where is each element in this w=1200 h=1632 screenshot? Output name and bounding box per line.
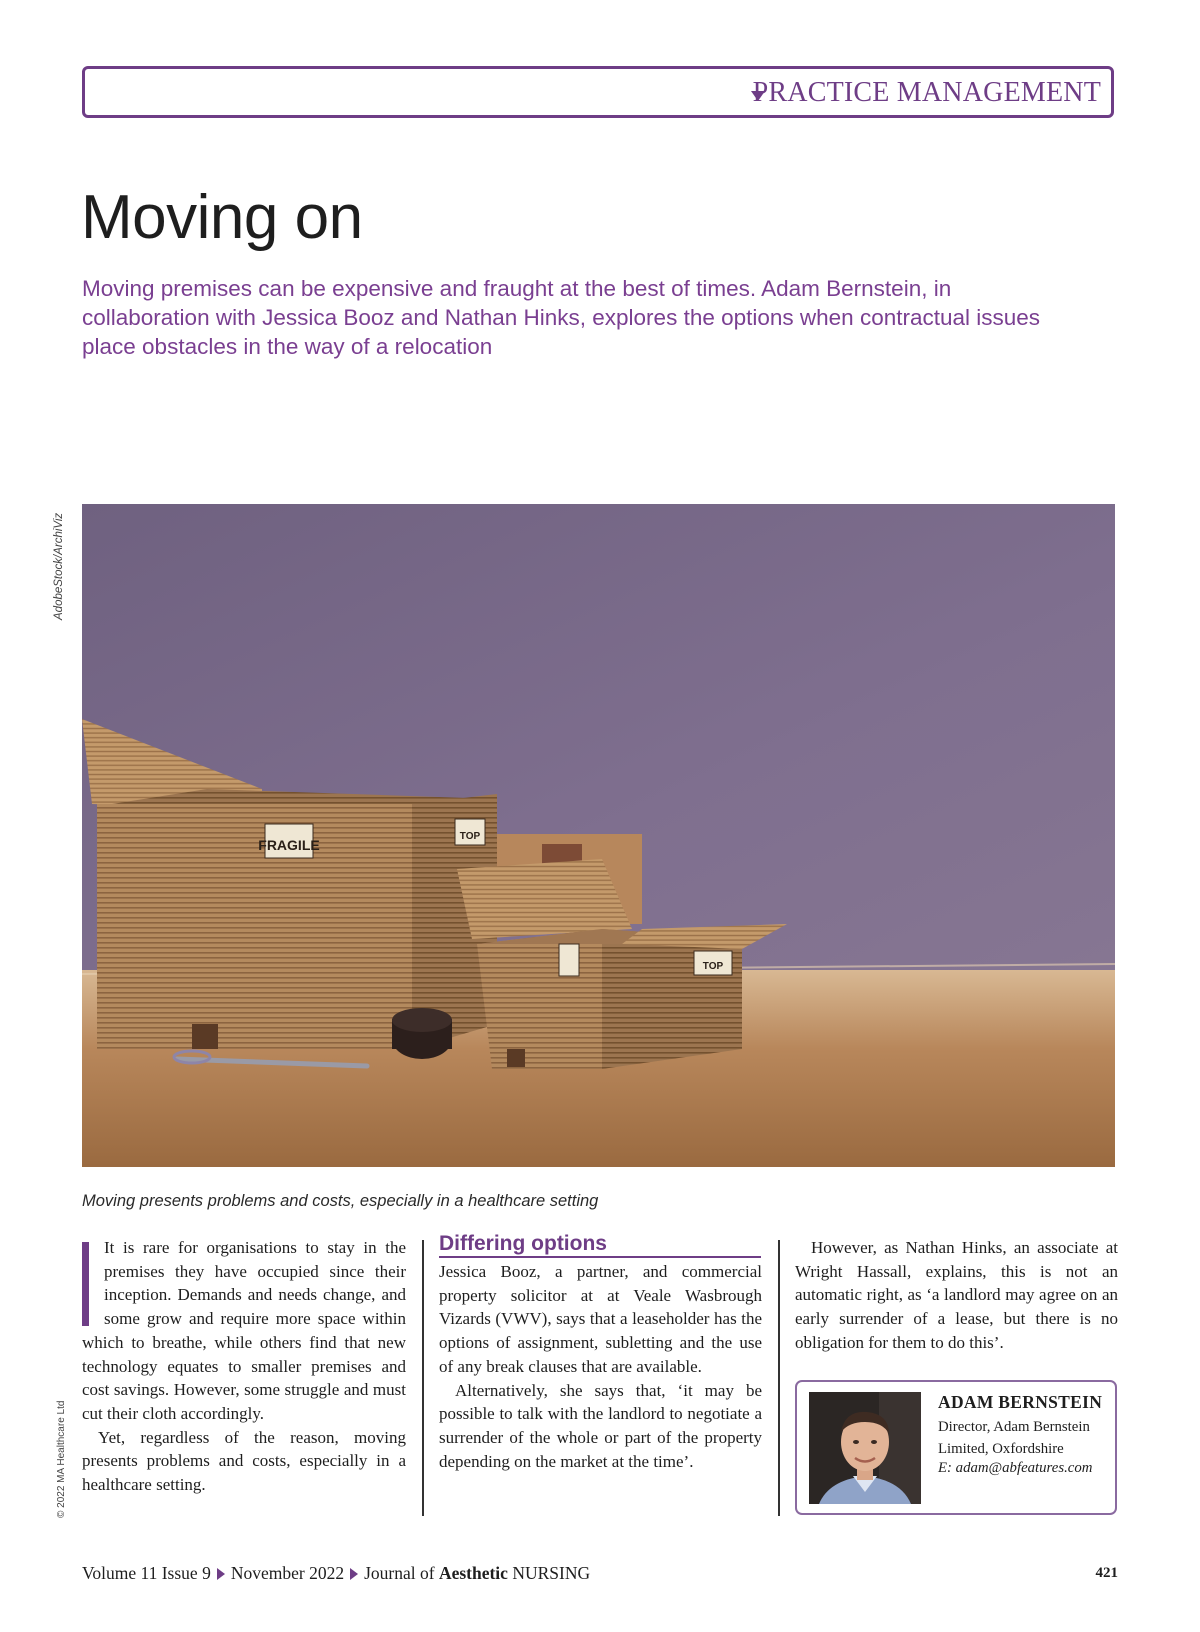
section-label: PRACTICE MANAGEMENT bbox=[752, 77, 1101, 108]
photo-caption: Moving presents problems and costs, especially in a healthcare setting bbox=[82, 1192, 599, 1210]
page-number: 421 bbox=[1095, 1565, 1118, 1581]
author-photo bbox=[809, 1392, 921, 1504]
triangle-right-icon bbox=[217, 1568, 225, 1580]
body-paragraph: Jessica Booz, a partner, and commercial property solicitor at at Veale Wasbrough Vizards (VWV), says that a leaseholder has the options of assignment, subletting and the use of any break clauses that are available. bbox=[439, 1262, 762, 1376]
body-paragraph: Yet, regardless of the reason, moving presents problems and costs, especially in a healthcare setting. bbox=[82, 1427, 406, 1495]
article-standfirst: Moving premises can be expensive and fraught at the best of times. Adam Bernstein, in collaboration with Jessica Booz and Nathan Hinks, explores the options when contractual issues place obstacles in the way of a relocation bbox=[82, 276, 1041, 359]
copyright-notice: © 2022 MA Healthcare Ltd bbox=[56, 1400, 67, 1518]
body-paragraph: However, as Nathan Hinks, an associate at Wright Hassall, explains, this is not an automatic right, as ‘a landlord may agree on an early surrender of a lease, but there is no obligation for them to do this’. bbox=[795, 1238, 1118, 1352]
section-header bbox=[82, 66, 1114, 118]
big-box-front bbox=[97, 804, 412, 1049]
small-box-flap-left bbox=[457, 859, 632, 939]
top-label-small: TOP bbox=[702, 961, 724, 972]
author-name: ADAM BERNSTEIN bbox=[938, 1392, 1103, 1412]
article-column-3 bbox=[795, 1236, 1118, 1355]
author-email[interactable]: E: adam@abfeatures.com bbox=[938, 1460, 1093, 1476]
article-column-2 bbox=[439, 1232, 762, 1473]
footer-date: November 2022 bbox=[230, 1563, 345, 1583]
footer-journal-prefix: Journal of bbox=[364, 1563, 435, 1583]
fragile-label-big: FRAGILE bbox=[258, 837, 320, 853]
footer bbox=[82, 1563, 590, 1584]
footer-volume: Volume 11 Issue 9 bbox=[82, 1563, 211, 1583]
triangle-right-icon bbox=[350, 1568, 358, 1580]
article-column-1 bbox=[82, 1236, 406, 1497]
image-credit: AdobeStock/ArchiViz bbox=[53, 512, 65, 620]
article-photo bbox=[82, 504, 1115, 1167]
top-label-big: TOP bbox=[459, 831, 481, 842]
author-box bbox=[795, 1380, 1117, 1515]
footer-journal-suffix: NURSING bbox=[512, 1563, 591, 1583]
small-box-side bbox=[602, 929, 742, 1069]
body-paragraph: It is rare for organisations to stay in the premises they have occupied since their inception. Demands and needs change, and some grow and require more space within which to breathe, while others find that new technology equates to smaller premises and cost savings. However, some struggle and must cut their cloth accordingly. bbox=[82, 1238, 406, 1423]
article-title: Moving on bbox=[81, 183, 363, 252]
small-box-front bbox=[477, 929, 602, 1069]
section-heading: Differing options bbox=[439, 1232, 761, 1258]
body-paragraph: Alternatively, she says that, ‘it may be possible to talk with the landlord to negotiate a surrender of the whole or part of the property depending on the market at the time’. bbox=[439, 1380, 762, 1471]
footer-journal-bold: Aesthetic bbox=[438, 1563, 508, 1583]
author-role: Director, Adam Bernstein Limited, Oxfordshire bbox=[938, 1419, 1090, 1457]
column-divider bbox=[778, 1240, 780, 1516]
column-divider bbox=[422, 1240, 424, 1516]
